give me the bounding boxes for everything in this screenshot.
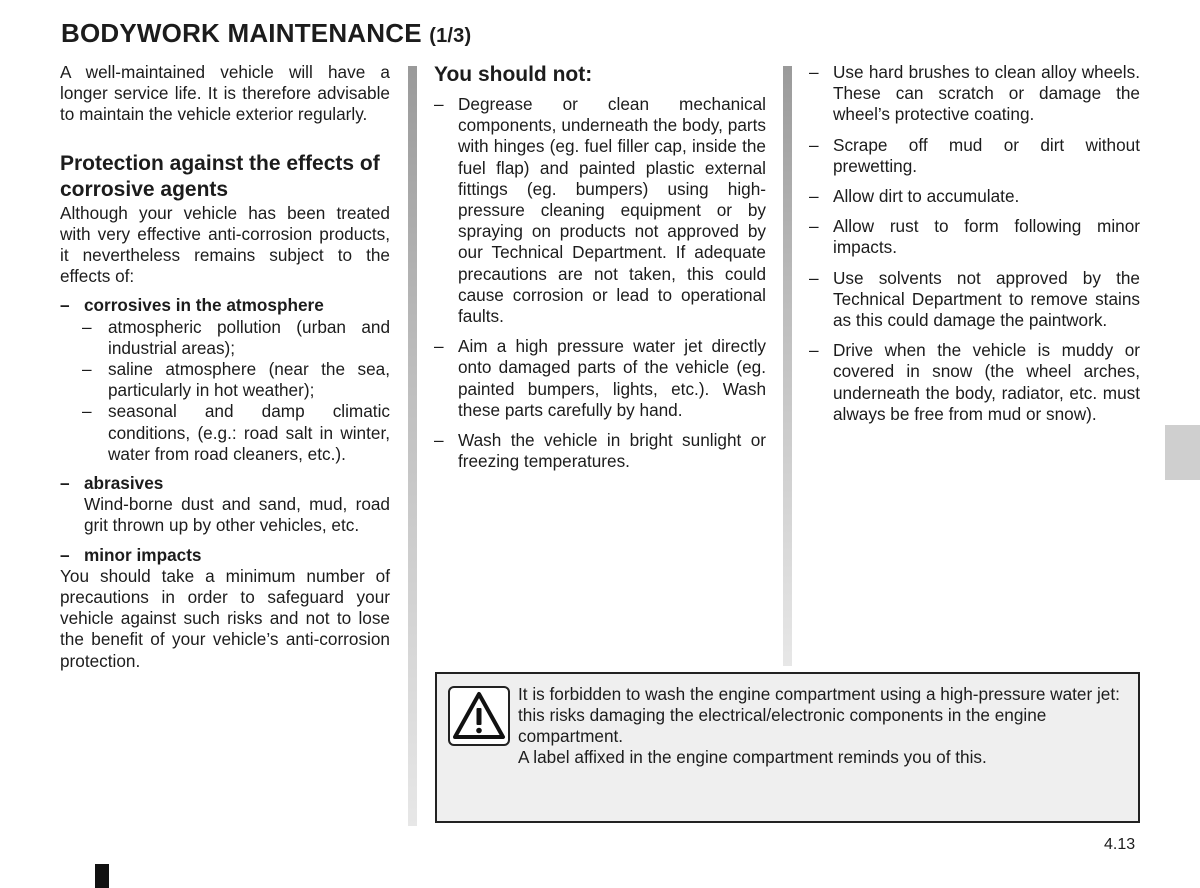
should-not-heading: You should not:	[434, 63, 593, 86]
corrosives-title: corrosives in the atmosphere	[84, 295, 324, 316]
impacts-title: minor impacts	[84, 544, 202, 565]
dash-marker: –	[60, 473, 70, 494]
section-heading: Protection against the effects of corrosive agents	[60, 151, 380, 201]
should-not-item	[809, 216, 1140, 258]
column-divider-bar	[783, 66, 792, 666]
title-part: (1/3)	[429, 25, 472, 47]
corrosives-item	[60, 295, 390, 316]
corrosive-subitem	[60, 401, 390, 465]
page-title	[61, 18, 471, 49]
warning-triangle-icon	[448, 686, 510, 746]
dash-marker: –	[434, 430, 444, 451]
title-main: BODYWORK MAINTENANCE	[61, 18, 422, 48]
corrosive-subitem-text: saline atmosphere (near the sea, particularly in hot weather);	[108, 359, 390, 401]
closing-paragraph: You should take a minimum number of precautions in order to safeguard your vehicle against such risks and not to lose the benefit of your vehicle’s anti-corrosion protection.	[60, 565, 390, 671]
should-not-text: Wash the vehicle in bright sunlight or freezing temperatures.	[458, 430, 766, 472]
dash-marker: –	[809, 216, 819, 237]
should-not-item	[809, 135, 1140, 177]
warning-line: A label affixed in the engine compartment reminds you of this.	[518, 747, 987, 767]
dash-marker: –	[82, 401, 92, 422]
corrosive-subitem	[60, 359, 390, 401]
dash-marker: –	[434, 94, 444, 114]
abrasives-text: Wind-borne dust and sand, mud, road grit thrown up by other vehicles, etc.	[84, 494, 390, 536]
section-text: Although your vehicle has been treated with very effective anti-corrosion products, it nevertheless remains subject to the effects of:	[60, 202, 390, 287]
abrasives-item	[60, 473, 390, 537]
warning-box	[435, 672, 1140, 823]
should-not-item	[809, 62, 1140, 126]
should-not-text: Drive when the vehicle is muddy or covered in snow (the wheel arches, underneath the body, radiator, etc. must always be free from mud or snow).	[833, 340, 1140, 424]
dash-marker: –	[60, 544, 70, 565]
dash-marker: –	[809, 134, 819, 155]
column-right	[809, 62, 1140, 434]
should-not-item	[809, 268, 1140, 332]
column-middle	[434, 62, 766, 481]
corrosive-subitem-text: atmospheric pollution (urban and industrial areas);	[108, 316, 390, 358]
dash-marker: –	[60, 295, 70, 316]
warning-line: It is forbidden to wash the engine compartment using a high-pressure water jet: this risks damaging the electrical/electronic components in the engine compartment.	[518, 684, 1120, 746]
intro-paragraph: A well-maintained vehicle will have a longer service life. It is therefore advisable to maintain the vehicle exterior regularly.	[60, 62, 390, 125]
should-not-text: Scrape off mud or dirt without prewetting.	[833, 134, 1140, 176]
should-not-item	[434, 94, 766, 327]
should-not-text: Use hard brushes to clean alloy wheels. These can scratch or damage the wheel’s protective coating.	[833, 62, 1140, 125]
abrasives-title: abrasives	[84, 473, 164, 494]
should-not-text: Degrease or clean mechanical components, underneath the body, parts with hinges (eg. fuel filler cap, inside the fuel flap) and painted plastic external fittings (eg. bumpers) using high-pressure cleaning equipment or by spraying on products not approved by our Technical Department. If adequate precautions are not taken, this could cause corrosion or lead to operational faults.	[458, 94, 766, 327]
should-not-item	[809, 186, 1140, 207]
page-number: 4.13	[1104, 836, 1136, 853]
dash-marker: –	[809, 186, 819, 207]
corrosive-subitem	[60, 317, 390, 359]
dash-marker: –	[82, 316, 92, 337]
dash-marker: –	[809, 340, 819, 361]
column-divider-bar	[408, 66, 417, 826]
corrosive-subitem-text: seasonal and damp climatic conditions, (e.g.: road salt in winter, water from road cleaners, etc.).	[108, 401, 390, 464]
dash-marker: –	[82, 359, 92, 380]
should-not-item	[434, 336, 766, 421]
should-not-text: Use solvents not approved by the Technical Department to remove stains as this could damage the paintwork.	[833, 267, 1140, 331]
should-not-text: Aim a high pressure water jet directly onto damaged parts of the vehicle (eg. painted bumpers, lights, etc.). Wash these parts carefully by hand.	[458, 336, 766, 420]
warning-text	[518, 684, 1128, 768]
chapter-tab-marker	[1165, 425, 1200, 480]
should-not-text: Allow rust to form following minor impacts.	[833, 216, 1140, 258]
should-not-item	[809, 340, 1140, 425]
dash-marker: –	[809, 267, 819, 288]
dash-marker: –	[809, 62, 819, 82]
dash-marker: –	[434, 336, 444, 357]
impacts-item	[60, 545, 390, 566]
should-not-item	[434, 430, 766, 472]
corner-mark	[95, 864, 109, 888]
column-left	[60, 62, 390, 672]
should-not-text: Allow dirt to accumulate.	[833, 186, 1020, 207]
